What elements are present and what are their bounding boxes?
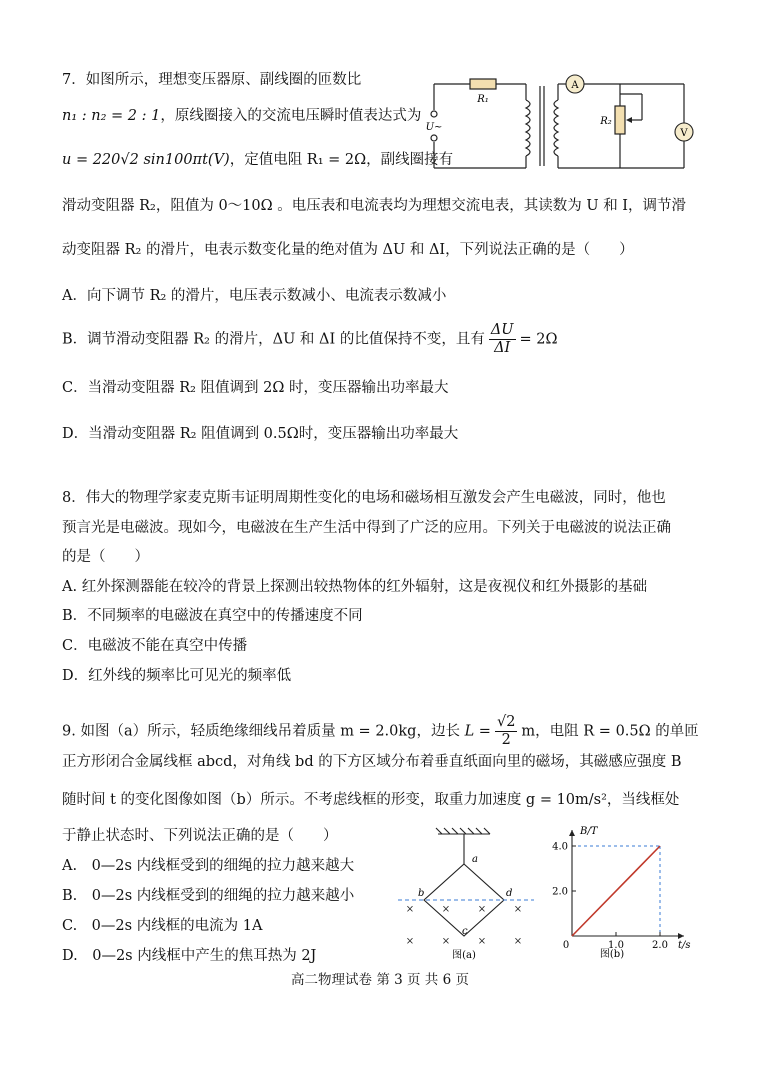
q7-turn-ratio: n₁ : n₂ = 2 : 1 bbox=[62, 108, 161, 124]
q7-stem-line1: 7．如图所示，理想变压器原、副线圈的匝数比 bbox=[62, 72, 362, 88]
q7-r1-label: R₁ bbox=[477, 94, 489, 105]
q9-stem-line1 bbox=[62, 714, 699, 749]
q9-option-c: C. 0—2s 内线框的电流为 1A bbox=[62, 918, 263, 934]
q8-option-c: C．电磁波不能在真空中传播 bbox=[62, 638, 248, 654]
chart-origin-label: 0 bbox=[562, 940, 570, 951]
q9-vertex-a: a bbox=[472, 854, 478, 865]
page-footer: 高二物理试卷 第 3 页 共 6 页 bbox=[291, 972, 469, 988]
chart-x-tick-label: 1.0 bbox=[608, 940, 624, 951]
chart-x-axis-label: t/s bbox=[678, 940, 691, 951]
q9-option-b: B. 0—2s 内线框受到的细绳的拉力越来越小 bbox=[62, 888, 355, 904]
svg-text:×: × bbox=[441, 904, 451, 915]
q7-circuit-diagram bbox=[420, 70, 704, 180]
q7-option-c: C．当滑动变阻器 R₂ 阻值调到 2Ω 时，变压器输出功率最大 bbox=[62, 380, 449, 396]
q7-stem-line2 bbox=[62, 106, 421, 126]
q9-figure-b-caption: 图(b) bbox=[599, 949, 625, 960]
q9-vertex-b: b bbox=[418, 888, 425, 899]
q7-stem-line3-rest: ，定值电阻 R₁ = 2Ω，副线圈接有 bbox=[229, 152, 454, 168]
svg-text:×: × bbox=[441, 936, 451, 947]
q9-vertex-c: c bbox=[462, 926, 468, 937]
q7-voltmeter-label: V bbox=[680, 128, 688, 139]
svg-text:×: × bbox=[513, 904, 523, 915]
q8-stem-line1: 8．伟大的物理学家麦克斯韦证明周期性变化的电场和磁场相互激发会产生电磁波，同时，他也 bbox=[62, 490, 666, 506]
q8-option-b: B．不同频率的电磁波在真空中的传播速度不同 bbox=[62, 608, 363, 624]
q7-option-b bbox=[62, 322, 558, 357]
q8-option-d: D．红外线的频率比可见光的频率低 bbox=[62, 668, 292, 684]
chart-series-line bbox=[572, 846, 660, 936]
q8-option-a: A. 红外探测器能在较冷的背景上探测出较热物体的红外辐射，这是夜视仪和红外摄影的基础 bbox=[62, 579, 648, 595]
chart-y-tick-label: 2.0 bbox=[552, 886, 568, 898]
q9-stem-line4: 于静止状态时、下列说法正确的是（ ） bbox=[62, 828, 338, 844]
chart-y-tick-label: 4.0 bbox=[552, 841, 568, 853]
q9-option-d: D. 0—2s 内线框中产生的焦耳热为 2J bbox=[62, 948, 317, 964]
svg-text:×: × bbox=[405, 904, 415, 915]
q9-option-a: A. 0—2s 内线框受到的细绳的拉力越来越大 bbox=[62, 858, 355, 874]
svg-text:×: × bbox=[477, 936, 487, 947]
q7-option-b-value: = 2Ω bbox=[519, 331, 558, 348]
q7-r2-label: R₂ bbox=[600, 116, 612, 127]
q7-option-a: A．向下调节 R₂ 的滑片，电压表示数减小、电流表示数减小 bbox=[62, 288, 447, 304]
q7-ammeter-label: A bbox=[571, 80, 579, 91]
q7-stem-line4: 滑动变阻器 R₂，阻值为 0～10Ω 。电压表和电流表均为理想交流电表，其读数为 U 和 I，调节滑 bbox=[62, 198, 687, 214]
q9-stem-line1-text: 9. 如图（a）所示，轻质绝缘细线吊着质量 m = 2.0kg，边长 bbox=[62, 723, 460, 740]
q8-stem-line2: 预言光是电磁波。现如今，电磁波在生产生活中得到了广泛的应用。下列关于电磁波的说法正确 bbox=[62, 520, 671, 536]
q9-figure-a bbox=[396, 824, 536, 964]
q9-side-length-label: L = bbox=[464, 723, 491, 740]
q7-option-b-text: B．调节滑动变阻器 R₂ 的滑片，ΔU 和 ΔI 的比值保持不变，且有 bbox=[62, 331, 485, 348]
q7-option-d: D．当滑动变阻器 R₂ 阻值调到 0.5Ω时，变压器输出功率最大 bbox=[62, 426, 459, 442]
q7-stem-line2-rest: ，原线圈接入的交流电压瞬时值表达式为 bbox=[160, 108, 422, 124]
q9-stem-line1-rest: m，电阻 R = 0.5Ω 的单匝 bbox=[521, 723, 699, 740]
q9-figure-b-chart bbox=[548, 824, 698, 964]
q7-stem-line3 bbox=[62, 150, 453, 170]
svg-text:×: × bbox=[477, 904, 487, 915]
chart-y-axis-label: B/T bbox=[580, 826, 598, 837]
q9-stem-line3: 随时间 t 的变化图像如图（b）所示。不考虑线框的形变，取重力加速度 g = 10m/s²，当线框处 bbox=[62, 792, 680, 808]
q7-source-label: U~ bbox=[425, 122, 443, 133]
svg-text:×: × bbox=[513, 936, 523, 947]
q7-stem-line5: 动变阻器 R₂ 的滑片，电表示数变化量的绝对值为 ΔU 和 ΔI，下列说法正确的是（ ） bbox=[62, 242, 634, 258]
svg-text:×: × bbox=[405, 936, 415, 947]
chart-x-tick-label: 2.0 bbox=[652, 940, 668, 951]
q8-stem-line3: 的是（ ） bbox=[62, 549, 149, 565]
q9-side-length-fraction: $\frac{√2}{2}$ bbox=[496, 714, 516, 748]
q7-voltage-equation: u = 220√2 sin100πt(V) bbox=[62, 152, 230, 168]
q9-figure-a-caption: 图(a) bbox=[452, 950, 476, 961]
q9-vertex-d: d bbox=[506, 888, 513, 899]
q9-stem-line2: 正方形闭合金属线框 abcd，对角线 bd 的下方区域分布着垂直纸面向里的磁场，其磁感应强度 B bbox=[62, 754, 682, 770]
q7-option-b-fraction: $\frac{\Delta U}{\Delta I}$ bbox=[490, 322, 514, 356]
